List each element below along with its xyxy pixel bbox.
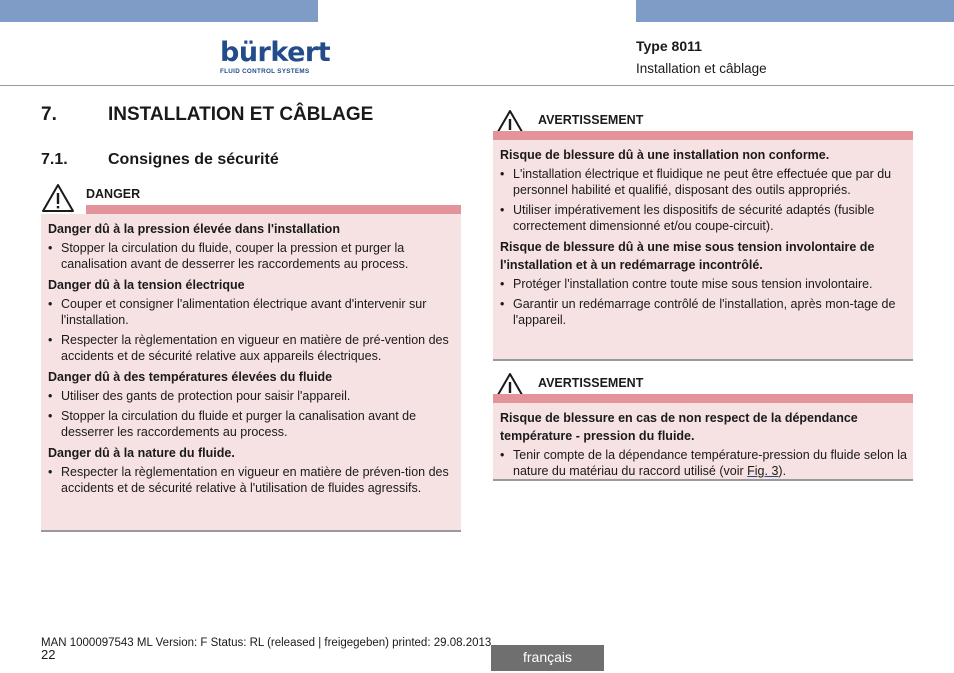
list-item: • Garantir un redémarrage contrôlé de l'installation, après mon-tage de l'appareil. [500, 297, 896, 327]
subsection-number: 7.1. [41, 151, 68, 168]
warning-content [493, 140, 913, 361]
page-number: 22 [41, 647, 56, 662]
warning-header-bar [493, 394, 913, 403]
top-color-bar-right [636, 0, 954, 22]
bullet: • [48, 409, 53, 423]
list-item: • Respecter la règlementation en vigueur en matière de pré-vention des accidents et de sécurité relative aux appareils électriques. [48, 333, 449, 363]
bullet: • [48, 389, 53, 403]
warning-heading-installation: Risque de blessure dû à une installation non conforme. [500, 148, 830, 162]
list-item: • Stopper la circulation du fluide, couper la pression et purger la canalisation avant de desserrer les raccordements au process. [48, 241, 409, 271]
danger-heading-fluid: Danger dû à la nature du fluide. [48, 446, 235, 460]
warning-signal-word: AVERTISSEMENT [538, 113, 644, 127]
warning-heading-temperature: Risque de blessure en cas de non respect de la dépendance température - pression du fluide. [500, 411, 858, 443]
bullet: • [500, 167, 505, 181]
list-item: • Respecter la règlementation en vigueur en matière de préven-tion des accidents et de sécurité relative à l'utilisation de fluides agressifs. [48, 465, 449, 495]
danger-header-bar [86, 205, 461, 214]
bullet: • [500, 277, 505, 291]
logo-wordmark: bürkert [220, 37, 331, 68]
bullet: • [500, 297, 505, 311]
danger-signal-word: DANGER [86, 187, 141, 201]
warning-content [493, 403, 913, 481]
section-number: 7. [41, 104, 57, 125]
top-color-bar-left [0, 0, 318, 22]
subsection-title: Consignes de sécurité [108, 151, 279, 168]
list-item: • Tenir compte de la dépendance température-pression du fluide selon la nature du matériau du raccord utilisé (voir Fig. 3). [500, 448, 907, 478]
danger-content [41, 214, 461, 532]
document-type: Type 8011 [636, 38, 702, 54]
figure-reference-link[interactable]: Fig. 3 [747, 464, 779, 478]
bullet: • [500, 203, 505, 217]
danger-heading-pressure: Danger dû à la pression élevée dans l'installation [48, 222, 340, 236]
list-item: • Stopper la circulation du fluide et purger la canalisation avant de desserrer les raccordements au process. [48, 409, 417, 439]
warning-triangle-icon [41, 183, 75, 213]
logo-tagline: FLUID CONTROL SYSTEMS [220, 68, 310, 75]
document-section: Installation et câblage [636, 61, 767, 76]
list-item: • Utiliser impérativement les dispositifs de sécurité adaptés (fusible correctement dimensionné et/ou coupe-circuit). [500, 203, 875, 233]
section-title: INSTALLATION ET CÂBLAGE [108, 104, 374, 125]
list-item: • Couper et consigner l'alimentation électrique avant d'intervenir sur l'installation. [48, 297, 427, 327]
danger-heading-temperature: Danger dû à des températures élevées du fluide [48, 370, 333, 384]
bullet: • [500, 448, 505, 462]
bullet: • [48, 465, 53, 479]
list-item: • Protéger l'installation contre toute mise sous tension involontaire. [500, 277, 873, 291]
danger-heading-voltage: Danger dû à la tension électrique [48, 278, 245, 292]
warning-header-bar [493, 131, 913, 140]
header-divider [0, 85, 954, 86]
language-tab: français [491, 645, 604, 671]
document-info: MAN 1000097543 ML Version: F Status: RL (released | freigegeben) printed: 29.08.2013 [41, 637, 492, 649]
warning-heading-power-on: Risque de blessure dû à une mise sous tension involontaire de l'installation et à un redémarrage incontrôlé. [500, 240, 875, 272]
bullet: • [48, 297, 53, 311]
list-item: • L'installation électrique et fluidique ne peut être effectuée que par du personnel habilité et qualifié, disposant des outils appropriés. [500, 167, 892, 197]
bullet: • [48, 333, 53, 347]
list-item: • Utiliser des gants de protection pour saisir l'appareil. [48, 389, 351, 403]
burkert-logo [220, 37, 331, 75]
bullet: • [48, 241, 53, 255]
warning-signal-word: AVERTISSEMENT [538, 376, 644, 390]
